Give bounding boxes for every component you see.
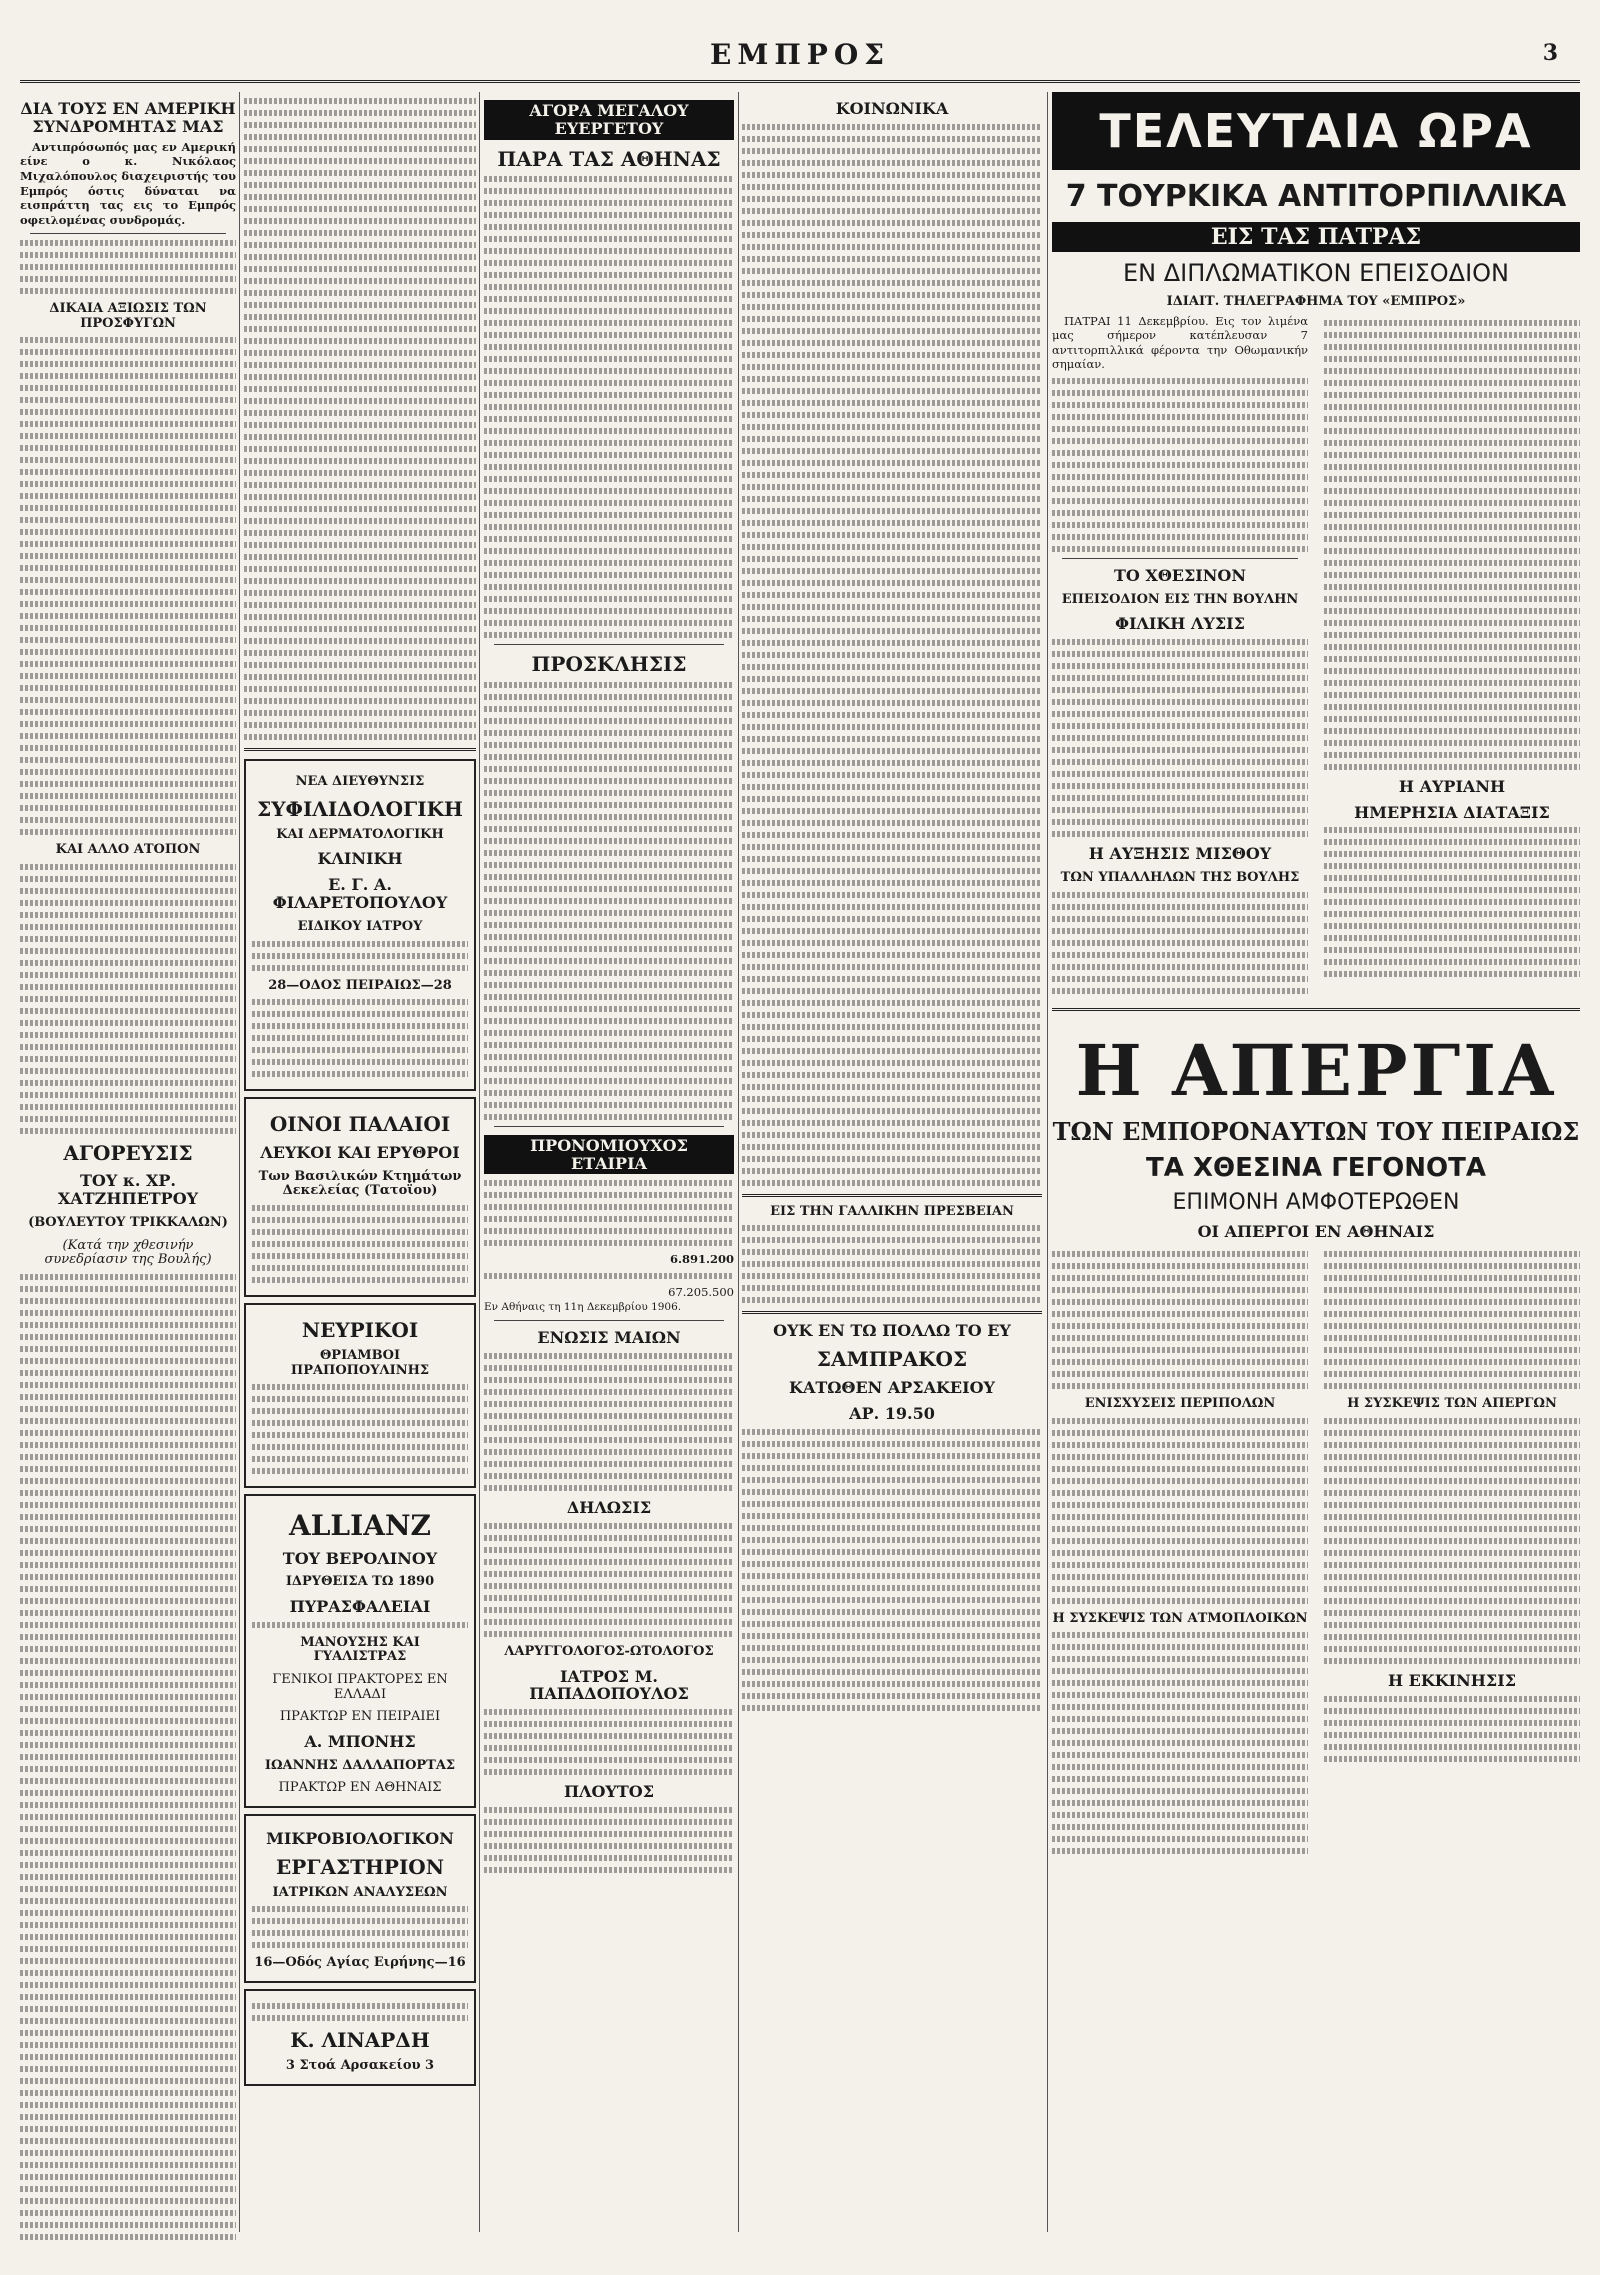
ad-allianz-bonis: Α. ΜΠΟΝΗΣ [304,1731,416,1751]
body-text [1052,1251,1308,1389]
ad-nervous [244,1303,476,1488]
headline-sailors: ΤΩΝ ΕΜΠΟΡΟΝΑΥΤΩΝ ΤΟΥ ΠΕΙΡΑΙΩΣ [1052,1116,1580,1146]
body-text [484,176,734,638]
ad-allianz [244,1494,476,1807]
body-text [20,864,236,1134]
headline-tomorrow: Η ΑΥΡΙΑΝΗ [1398,776,1506,796]
headline-market: ΑΓΟΡΑ ΜΕΓΑΛΟΥ ΕΥΕΡΓΕΤΟΥ [484,100,734,140]
ad-nervous-title: ΝΕΥΡΙΚΟΙ [301,1317,419,1342]
ad-wines-source: Των Βασιλικών Κτημάτων Δεκελείας (Τατοΐου) [258,1168,462,1199]
headline-persistence: ΕΠΙΜΟΝΗ ΑΜΦΟΤΕΡΩΘΕΝ [1172,1189,1460,1215]
column-4 [742,92,1042,2242]
ad-allianz-piraeus: ΠΡΑΚΤΩΡ ΕΝ ΠΕΙΡΑΙΕΙ [279,1709,441,1725]
headline-strike: Η ΑΠΕΡΓΙΑ [1075,1028,1557,1112]
divider [494,1126,724,1127]
column-1 [20,92,236,2242]
body-text [742,1429,1042,1711]
amount-1: 6.891.200 [669,1252,734,1267]
ad-linardi-name: Κ. ΛΙΝΑΡΔΗ [290,2028,430,2053]
ad-lab-sub: ΙΑΤΡΙΚΩΝ ΑΝΑΛΥΣΕΩΝ [272,1884,448,1900]
headline-salary: Η ΑΥΞΗΣΙΣ ΜΙΣΘΟΥ [1088,844,1272,864]
body-text [252,1384,468,1474]
ad-lab-title: ΜΙΚΡΟΒΙΟΛΟΓΙΚΟΝ [266,1828,454,1848]
body-text [1052,378,1308,552]
headline-strikers-meeting: Η ΣΥΣΚΕΨΙΣ ΤΩΝ ΑΠΕΡΓΩΝ [1347,1396,1557,1412]
headline-speech: ΑΓΟΡΕΥΣΙΣ [63,1141,193,1166]
ad-allianz-fire: ΠΥΡΑΣΦΑΛΕΙΑΙ [289,1596,431,1616]
ad-wines-sub: ΛΕΥΚΟΙ ΚΑΙ ΕΡΥΘΡΟΙ [260,1142,460,1162]
ad-clinic [244,759,476,1091]
headline-midwives: ΕΝΩΣΙΣ ΜΑΙΩΝ [537,1328,681,1348]
divider [1052,1008,1580,1011]
notice-date: Εν Αθήναις τη 11η Δεκεμβρίου 1906. [484,1300,682,1313]
body-text [1324,320,1580,770]
headline-incident: ΕΠΕΙΣΟΔΙΟΝ ΕΙΣ ΤΗΝ ΒΟΥΛΗΝ [1061,591,1299,607]
masthead [0,0,1600,78]
headline-social: ΚΟΙΝΩΝΙΚΑ [835,99,949,118]
ad-allianz-founded: ΙΔΡΥΘΕΙΣΑ ΤΩ 1890 [285,1574,435,1590]
headline-departure: Η ΕΚΚΙΝΗΣΙΣ [1387,1670,1517,1690]
headline-strikers-athens: ΟΙ ΑΠΕΡΓΟΙ ΕΝ ΑΘΗΝΑΙΣ [1197,1222,1435,1242]
headline-speech-context: (Κατά την χθεσινήν συνεδρίασιν της Βουλής) [44,1237,212,1268]
ad-allianz-athens: ΠΡΑΚΤΩΡ ΕΝ ΑΘΗΝΑΙΣ [278,1780,442,1796]
ad-clinic-title: ΣΥΦΙΛΙΔΟΛΟΓΙΚΗ [257,796,463,821]
ad-clinic-address: 28—ΟΔΟΣ ΠΕΙΡΑΙΩΣ—28 [268,977,452,993]
body-text [20,240,236,294]
headline-ent-doctor: ΛΑΡΥΓΓΟΛΟΓΟΣ-ΩΤΟΛΟΓΟΣ [504,1644,714,1659]
sub-col-left [1052,1245,1308,1860]
body-text [484,1273,734,1279]
headline-friendly: ΦΙΛΙΚΗ ΛΥΣΙΣ [1115,614,1245,634]
body-text [252,1205,468,1283]
body-text [252,1906,468,1948]
divider [742,1194,1042,1197]
ad-clinic-clinic: ΚΛΙΝΙΚΗ [317,849,403,869]
ad-allianz-title: ALLIANZ [289,1509,431,1543]
two-col-block [1052,314,1580,1000]
divider [30,233,226,234]
body-text [742,124,1042,1186]
headline-subscribers: ΔΙΑ ΤΟΥΣ ΕΝ ΑΜΕΡΙΚΗ ΣΥΝΔΡΟΜΗΤΑΣ ΜΑΣ [20,99,236,136]
ad-wines-title: ΟΙΝΟΙ ΠΑΛΑΙΟΙ [269,1112,451,1137]
body-text [1052,1632,1308,1854]
headline-near-athens: ΠΑΡΑ ΤΑΣ ΑΘΗΝΑΣ [497,146,721,171]
column-3 [484,92,734,2242]
divider [742,1311,1042,1314]
headline-shipowners-meeting: Η ΣΥΣΚΕΨΙΣ ΤΩΝ ΑΤΜΟΠΛΟΙΚΩΝ [1052,1610,1308,1626]
headline-another-absurdity: ΚΑΙ ΑΛΛΟ ΑΤΟΠΟΝ [55,842,201,858]
body-text [252,2003,468,2021]
headline-agenda: ΗΜΕΡΗΣΙΑ ΔΙΑΤΑΞΙΣ [1354,802,1550,822]
column-5 [1052,92,1580,2242]
body-text [484,1353,734,1491]
headline-patras: ΕΙΣ ΤΑΣ ΠΑΤΡΑΣ [1052,222,1580,253]
headline-diplomatic: ΕΝ ΔΙΠΛΩΜΑΤΙΚΟΝ ΕΠΕΙΣΟΔΙΟΝ [1123,259,1509,288]
body-text [1052,1418,1308,1604]
ad-allianz-city: ΤΟΥ ΒΕΡΟΛΙΝΟΥ [282,1548,438,1568]
column-divider [738,92,739,2232]
two-col-block [1052,1245,1580,1860]
body-text [252,999,468,1077]
body-text [484,1807,734,1873]
headline-invitation: ΠΡΟΣΚΛΗΣΙΣ [531,652,687,677]
divider [1062,558,1298,559]
masthead-rule [20,80,1580,83]
ad-wines [244,1097,476,1296]
ad-allianz-agents: ΜΑΝΟΥΣΗΣ ΚΑΙ ΓΥΑΛΙΣΤΡΑΣ [300,1634,420,1665]
body-text [484,682,734,1120]
headline-declaration: ΔΗΛΩΣΙΣ [566,1498,652,1518]
body-text [244,98,476,740]
ad-sambrakos-motto: ΟΥΚ ΕΝ ΤΩ ΠΟΛΛΩ ΤΟ ΕΥ [773,1321,1011,1341]
headline-french-embassy: ΕΙΣ ΤΗΝ ΓΑΛΛΙΚΗΝ ΠΡΕΣΒΕΙΑΝ [770,1203,1014,1219]
newspaper-name: ΕΜΠΡΟΣ [709,38,891,71]
body-text [252,1622,468,1628]
headline-wealth: ΠΛΟΥΤΟΣ [563,1782,655,1802]
headline-telegram: ΙΔΙΑΙΤ. ΤΗΛΕΓΡΑΦΗΜΑ ΤΟΥ «ΕΜΠΡΟΣ» [1166,294,1466,310]
ad-clinic-sub: ΚΑΙ ΔΕΡΜΑΤΟΛΟΓΙΚΗ [276,826,444,842]
column-divider [239,92,240,2232]
ad-sambrakos-name: ΣΑΜΠΡΑΚΟΣ [816,1347,968,1372]
ad-clinic-specialist: ΕΙΔΙΚΟΥ ΙΑΤΡΟΥ [297,919,423,935]
banner-last-hour: ΤΕΛΕΥΤΑΙΑ ΩΡΑ [1052,92,1580,170]
body-text [1052,892,1308,994]
ad-nervous-sub: ΘΡΙΑΜΒΟΙ ΠΡΑΠΟΠΟΥΛΙΝΗΣ [290,1348,430,1378]
ad-sambrakos-number: ΑΡ. 19.50 [849,1403,935,1423]
ad-allianz-general: ΓΕΝΙΚΟΙ ΠΡΑΚΤΟΡΕΣ ΕΝ ΕΛΛΑΔΙ [272,1671,448,1702]
divider [244,748,476,751]
headline-refugees: ΔΙΚΑΙΑ ΑΞΙΩΣΙΣ ΤΩΝ ΠΡΟΣΦΥΓΩΝ [49,301,207,331]
headline-speaker-role: (ΒΟΥΛΕΥΤΟΥ ΤΡΙΚΚΑΛΩΝ) [28,1215,228,1231]
body-text [20,1274,236,2242]
ad-lab [244,1814,476,1983]
column-divider [479,92,480,2232]
column-2 [244,92,476,2242]
body-text [1324,1696,1580,1762]
body-text [1052,639,1308,837]
body-text [484,1180,734,1246]
headline-torpedo: 7 ΤΟΥΡΚΙΚΑ ΑΝΤΙΤΟΡΠΙΛΛΙΚΑ [1065,179,1567,214]
ad-lab-lab: ΕΡΓΑΣΤΗΡΙΟΝ [275,1854,445,1879]
body-text [20,337,236,835]
patras-text: ΠΑΤΡΑΙ 11 Δεκεμβρίου. Εις τον λιμένα μας σήμερον κατέπλευσαν 7 αντιτορπιλλικά φέροντα την Οθωμανικήν σημαίαν. [1052,313,1308,372]
headline-employees: ΤΩΝ ΥΠΑΛΛΗΛΩΝ ΤΗΣ ΒΟΥΛΗΣ [1060,870,1300,886]
headline-events: ΤΑ ΧΘΕΣΙΝΑ ΓΕΓΟΝΟΤΑ [1146,1152,1486,1183]
sub-col-right [1324,1245,1580,1860]
ad-lab-address: 16—Οδός Αγίας Ειρήνης—16 [254,1955,466,1971]
sub-col-left [1052,314,1308,1000]
divider [494,644,724,645]
ad-clinic-doctor: Ε. Γ. Α. ΦΙΛΑΡΕΤΟΠΟΥΛΟΥ [272,875,448,913]
headline-yesterday: ΤΟ ΧΘΕΣΙΝΟΝ [1114,566,1246,586]
headline-company: ΠΡΟΝΟΜΙΟΥΧΟΣ ΕΤΑΙΡΙΑ [484,1135,734,1175]
headline-speaker: ΤΟΥ κ. ΧΡ. ΧΑΤΖΗΠΕΤΡΟΥ [57,1171,199,1209]
column-divider [1047,92,1048,2232]
headline-patrols: ΕΝΙΣΧΥΣΕΙΣ ΠΕΡΙΠΟΛΩΝ [1084,1396,1276,1412]
amount-2: 67.205.500 [668,1285,734,1299]
body-text [742,1225,1042,1303]
page-number: 3 [1542,40,1558,66]
notice-america: Αντιπρόσωπός μας εν Αμερική είνε ο κ. Νικόλαος Μιχαλόπουλος διαχειριστής του Εμπρός όστις δύναται να εισπράττη τας εις το Εμπρός οφειλομένας συνδρομάς. [20,139,236,227]
ad-linardi [244,1989,476,2086]
ad-linardi-address: 3 Στοά Αρσακείου 3 [285,2058,435,2074]
body-text [484,1709,734,1775]
body-text [1324,1251,1580,1389]
body-text [484,1523,734,1637]
body-text [1324,1418,1580,1664]
ad-sambrakos-location: ΚΑΤΩΘΕΝ ΑΡΣΑΚΕΙΟΥ [789,1377,995,1397]
body-text [1324,827,1580,977]
divider [494,1320,724,1321]
headline-doctor-name: ΙΑΤΡΟΣ Μ. ΠΑΠΑΔΟΠΟΥΛΟΣ [529,1666,689,1704]
ad-allianz-dallaportas: ΙΩΑΝΝΗΣ ΔΑΛΛΑΠΟΡΤΑΣ [264,1757,456,1773]
sub-col-right [1324,314,1580,1000]
body-text [252,941,468,971]
ad-new-address: ΝΕΑ ΔΙΕΥΘΥΝΣΙΣ [295,774,425,789]
